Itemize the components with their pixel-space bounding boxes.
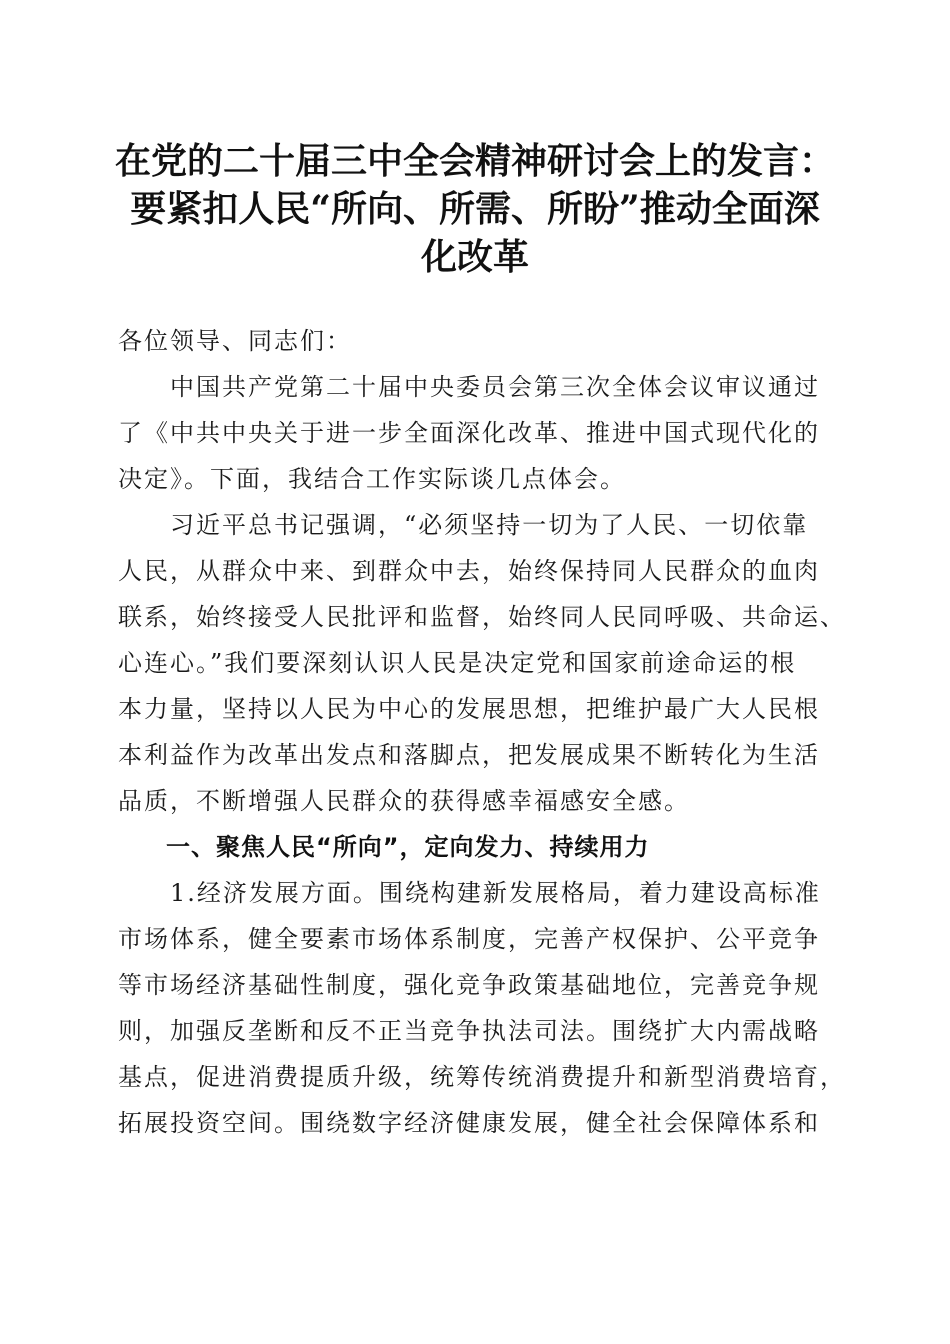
paragraph-1-line: 决定》。下面，我结合工作实际谈几点体会。: [118, 465, 626, 493]
document-title-line-1: 在党的二十届三中全会精神研讨会上的发言：: [114, 140, 835, 182]
paragraph-3-line: 基点，促进消费提质升级，统筹传统消费提升和新型消费培育，: [118, 1063, 846, 1091]
paragraph-2-line: 习近平总书记强调，“必须坚持一切为了人民、一切依靠: [118, 511, 809, 539]
paragraph-2-line: 本利益作为改革出发点和落脚点，把发展成果不断转化为生活: [118, 741, 820, 769]
paragraph-3-line: 则，加强反垄断和反不正当竞争执法司法。围绕扩大内需战略: [118, 1017, 820, 1045]
paragraph-2-line: 品质，不断增强人民群众的获得感幸福感安全感。: [118, 787, 690, 815]
paragraph-3-line: 拓展投资空间。围绕数字经济健康发展，健全社会保障体系和: [118, 1109, 820, 1137]
paragraph-2-line: 人民，从群众中来、到群众中去，始终保持同人民群众的血肉: [118, 557, 820, 585]
document-title-line-2: 要紧扣人民“所向、所需、所盼”推动全面深: [130, 188, 820, 230]
paragraph-2-line: 本力量，坚持以人民为中心的发展思想，把维护最广大人民根: [118, 695, 820, 723]
paragraph-1-line: 了《中共中央关于进一步全面深化改革、推进中国式现代化的: [118, 419, 820, 447]
salutation: 各位领导、同志们：: [118, 327, 352, 355]
paragraph-3-line: 市场体系，健全要素市场体系制度，完善产权保护、公平竞争: [118, 925, 820, 953]
paragraph-2-line: 心连心。”我们要深刻认识人民是决定党和国家前途命运的根: [118, 649, 797, 677]
document-title-line-3: 化改革: [420, 236, 529, 278]
paragraph-2-line: 联系，始终接受人民批评和监督，始终同人民同呼吸、共命运、: [118, 603, 846, 631]
paragraph-1-line: 中国共产党第二十届中央委员会第三次全体会议审议通过: [118, 373, 820, 401]
paragraph-3-line: 1.经济发展方面。围绕构建新发展格局，着力建设高标准: [118, 879, 821, 907]
section-1-heading: 一、聚焦人民“所向”，定向发力、持续用力: [166, 833, 650, 861]
paragraph-3-line: 等市场经济基础性制度，强化竞争政策基础地位，完善竞争规: [118, 971, 820, 999]
